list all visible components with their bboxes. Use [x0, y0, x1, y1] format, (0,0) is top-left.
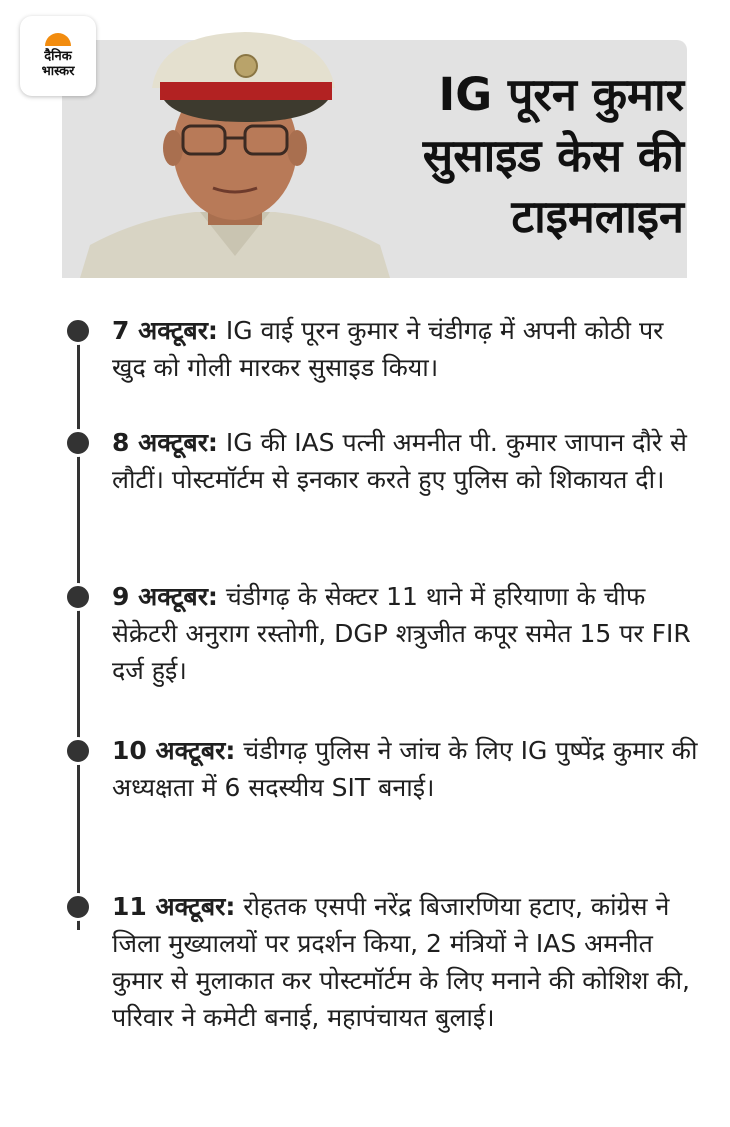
timeline-entry [112, 312, 702, 386]
timeline-dot [64, 583, 92, 611]
title-line-3: टाइमलाइन [511, 190, 684, 243]
brand-logo[interactable] [20, 16, 96, 96]
timeline-dot [64, 317, 92, 345]
entry-text: IG की IAS पत्नी अमनीत पी. कुमार जापान दौरे से लौटीं। पोस्टमॉर्टम से इनकार करते हुए पुलिस को शिकायत दी। [112, 428, 687, 494]
timeline-entry [112, 578, 702, 689]
title-line-1: IG पूरन कुमार [438, 68, 684, 121]
timeline-dot [64, 893, 92, 921]
entry-text: रोहतक एसपी नरेंद्र बिजारणिया हटाए, कांग्रेस ने जिला मुख्यालयों पर प्रदर्शन किया, 2 मंत्रियों ने IAS अमनीत कुमार से मुलाकात कर पोस्टमॉर्टम के लिए मनाने की कोशिश की, परिवार ने कमेटी बनाई, महापंचायत बुलाई। [112, 892, 690, 1032]
logo-line2: भास्कर [41, 64, 75, 79]
entry-date: 11 अक्टूबर: [112, 892, 236, 921]
entry-date: 9 अक्टूबर: [112, 582, 218, 611]
page-title [344, 64, 684, 247]
entry-date: 8 अक्टूबर: [112, 428, 218, 457]
timeline-line [77, 318, 80, 930]
entry-text: चंडीगढ़ पुलिस ने जांच के लिए IG पुष्पेंद्र कुमार की अध्यक्षता में 6 सदस्यीय SIT बनाई। [112, 736, 698, 802]
timeline-dot [64, 737, 92, 765]
logo-line1: दैनिक [44, 49, 72, 64]
timeline-dot [64, 429, 92, 457]
entry-text: IG वाई पूरन कुमार ने चंडीगढ़ में अपनी कोठी पर खुद को गोली मारकर सुसाइड किया। [112, 316, 664, 382]
cap-badge-icon [235, 55, 257, 77]
title-line-2: सुसाइड केस की [422, 129, 684, 182]
logo-sun-icon [45, 33, 71, 46]
entry-text: चंडीगढ़ के सेक्टर 11 थाने में हरियाणा के चीफ सेक्रेटरी अनुराग रस्तोगी, DGP शत्रुजीत कपूर समेत 15 पर FIR दर्ज हुई। [112, 582, 691, 685]
timeline-entry [112, 732, 702, 806]
entry-date: 7 अक्टूबर: [112, 316, 218, 345]
entry-date: 10 अक्टूबर: [112, 736, 236, 765]
timeline-entry [112, 888, 702, 1036]
timeline-entry [112, 424, 702, 498]
